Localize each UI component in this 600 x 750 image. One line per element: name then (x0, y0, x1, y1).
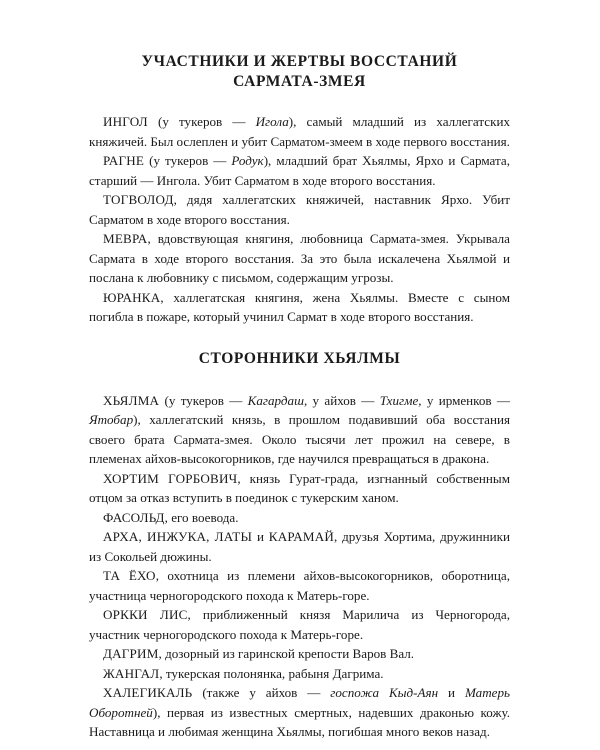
character-name: ФАСОЛЬД (103, 509, 165, 525)
entry-fasold (89, 508, 510, 528)
entry-text: , друзья Хортима, дружинники из Сокольей дюжины. (89, 529, 510, 564)
book-page (89, 52, 510, 742)
entry-text: ), халлегатский князь, в прошлом подавивший оба восстания своего брата Сармата-змея. Около тысячи лет прожил на севере, в племенах айхов-высокогорников, где научился превращаться в дракона. (89, 412, 510, 466)
character-name: ТА ЁХО (103, 568, 156, 583)
entry-text: , князь Гурат-града, изгнанный собственным отцом за отказ вступить в поединок с тукерским ханом. (89, 470, 510, 505)
entry-text: (у тукеров — (159, 392, 248, 408)
entry-ta-yoho (89, 566, 510, 605)
section-title-supporters: СТОРОННИКИ ХЬЯЛМЫ (198, 349, 401, 367)
section-title-line-1: УЧАСТНИКИ И ЖЕРТВЫ ВОССТАНИЙ (141, 53, 458, 70)
entry-text: , вдовствующая княгиня, любовница Сармата-змея. Укрывала Сармата в ходе второго восстания. За это была искалечена Хьялмой и послана к любовнику с письмом, содержащим угрозы. (89, 231, 510, 285)
entry-text: , охотница из племени айхов-высокогорников, оборотница, участница черногородского похода к Матерь-горе. (89, 568, 510, 603)
alt-name: Матерь Оборотней (89, 685, 510, 720)
entry-zhangal (89, 664, 510, 684)
character-name: ЮРАНКА (103, 289, 161, 305)
entry-text: и (252, 529, 269, 544)
entry-orkki-lis (89, 605, 510, 644)
entry-text: , его воевода. (164, 509, 239, 525)
section-title-line-2: САРМАТА-ЗМЕЯ (233, 73, 366, 90)
entry-text: (у тукеров — (144, 153, 232, 168)
entry-hyalma (89, 391, 510, 469)
character-name: ХОРТИМ ГОРБОВИЧ (103, 470, 238, 486)
alt-name: Ятобар (89, 412, 134, 427)
entry-text: , тукерская полонянка, рабыня Дагрима. (159, 665, 384, 681)
entry-arha-group (89, 527, 510, 566)
entry-togvolod (89, 190, 510, 229)
entry-text: и (438, 685, 465, 700)
character-name: ДАГРИМ (103, 646, 159, 661)
entry-text: , дозорный из гаринской крепости Варов Вал. (158, 646, 415, 661)
alt-name: Игола (255, 114, 289, 129)
alt-name: Родук (231, 153, 264, 168)
entry-ingol (89, 112, 510, 151)
entry-ragne (89, 151, 510, 190)
character-name: ТОГВОЛОД (103, 192, 174, 207)
character-name: КАРАМАЙ (268, 529, 335, 544)
entry-text: (также у айхов — (192, 685, 331, 700)
character-name: ЖАНГАЛ (103, 665, 160, 681)
entry-halegikal (89, 683, 510, 742)
entry-dagrim (89, 644, 510, 664)
entry-text: ), младший брат Хьялмы, Ярхо и Сармата, старший — Ингола. Убит Сарматом в ходе второго восстания. (89, 153, 510, 188)
entry-text: , приближенный князя Марилича из Черногорода, участник черногородского похода к Матерь-горе. (89, 607, 510, 642)
entry-text: , у айхов — (303, 392, 380, 408)
entry-text: ), самый младший из халлегатских княжичей. Был ослеплен и убит Сарматом-змеем в ходе первого восстания. (89, 114, 510, 149)
character-name: АРХА, ИНЖУКА, ЛАТЫ (103, 529, 253, 544)
character-name: ХЬЯЛМА (103, 392, 160, 408)
alt-name: Кагардаш (247, 392, 304, 408)
entry-hortim (89, 469, 510, 508)
character-name: ХАЛЕГИКАЛЬ (103, 685, 193, 700)
entry-text: , у ирменков — (418, 392, 510, 408)
character-name: ИНГОЛ (103, 114, 148, 129)
character-name: МЕВРА (103, 231, 148, 246)
alt-name: Тхигме (379, 392, 419, 408)
entry-text: (у тукеров — (147, 114, 256, 129)
entry-yuranka (89, 288, 510, 327)
entry-text: , дядя халлегатских княжичей, наставник Ярхо. Убит Сарматом в ходе второго восстания. (89, 192, 510, 227)
section-title-participants (89, 52, 510, 92)
character-name: РАГНЕ (103, 153, 145, 168)
entry-text: ), первая из известных смертных, надевших драконью кожу. Наставница и любимая женщина Хьялмы, погибшая много веков назад. (89, 704, 510, 739)
character-name: ОРККИ ЛИС (103, 607, 188, 622)
entry-text: , халлегатская княгиня, жена Хьялмы. Вместе с сыном погибла в пожаре, который учинил Сармат в ходе второго восстания. (89, 289, 510, 324)
entry-mevra (89, 229, 510, 288)
alt-name: госпожа Кыд-Аян (330, 685, 439, 700)
